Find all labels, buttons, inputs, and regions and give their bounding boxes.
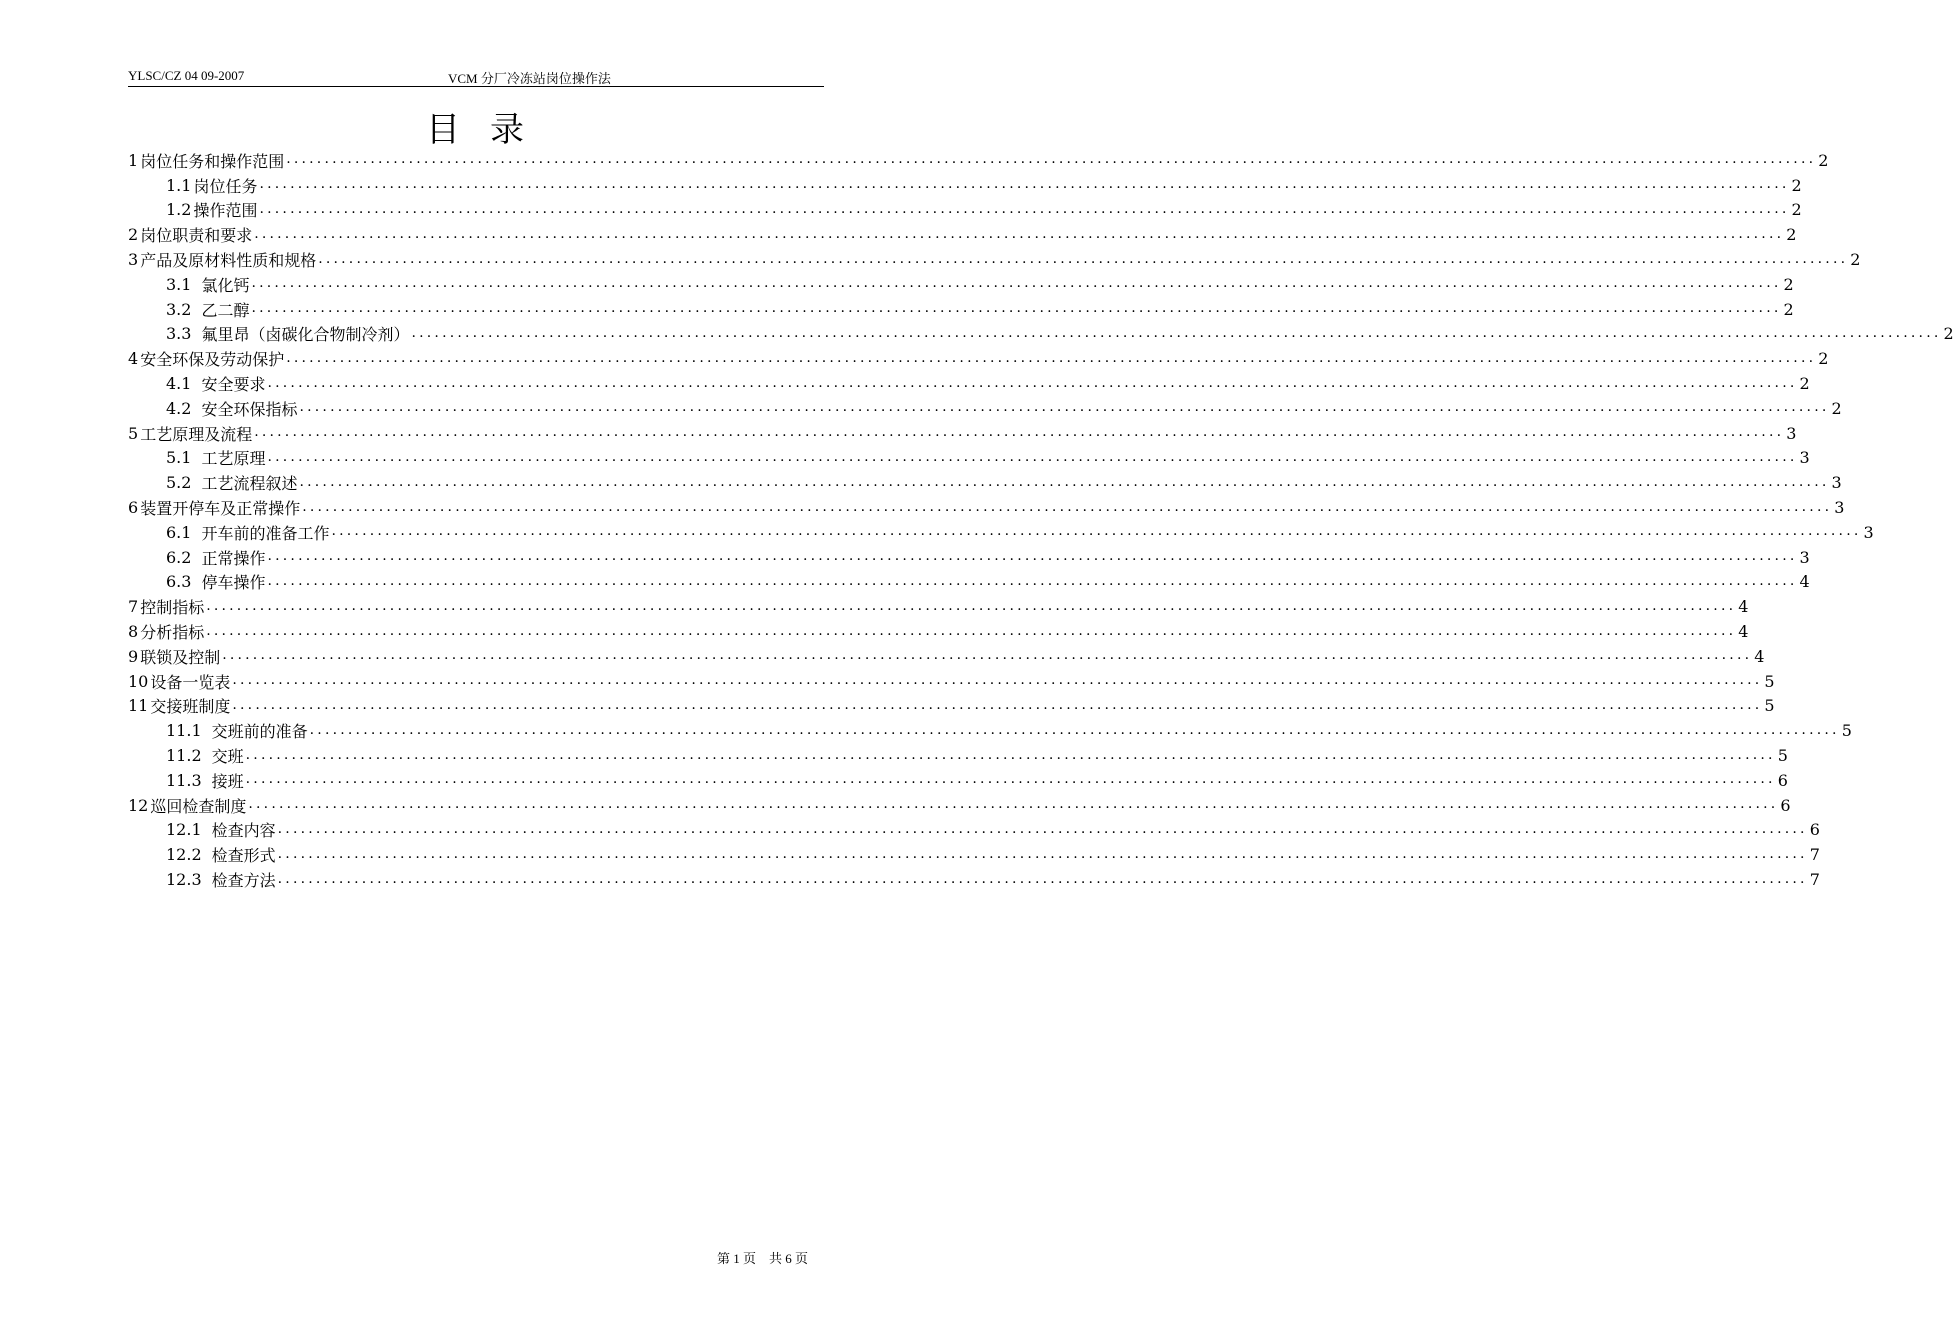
toc-dot-leader: ........................................................................................................................................................................................................ (277, 870, 1808, 887)
toc-entry[interactable] (128, 545, 1810, 570)
toc-entry-page: 2 (1783, 274, 1794, 294)
toc-entry-label: 工艺原理及流程 (140, 424, 253, 444)
toc-entry-number: 9 (128, 646, 139, 666)
toc-entry-label: 装置开停车及正常操作 (140, 499, 301, 519)
document-code: YLSC/CZ 04 09-2007 (128, 68, 245, 83)
toc-entry-page: 2 (1943, 324, 1954, 344)
toc-entry-label: 开车前的准备工作 (201, 523, 330, 543)
page-footer: 第 1 页 共 6 页 (717, 1251, 809, 1266)
toc-entry-number: 4 (128, 349, 139, 369)
toc-entry-page: 7 (1809, 870, 1820, 889)
toc-entry-number: 5.2 (166, 473, 192, 493)
toc-entry[interactable] (128, 768, 1788, 793)
toc-dot-leader: ........................................................................................................................................................................................................ (232, 696, 1763, 713)
toc-entry-page: 5 (1764, 671, 1775, 691)
toc-entry-label: 安全要求 (201, 375, 266, 395)
toc-dot-leader: ........................................................................................................................................................................................................ (286, 349, 1817, 366)
toc-entry-number: 3.1 (166, 274, 192, 294)
toc-entry-label: 安全环保指标 (201, 399, 298, 419)
toc-dot-leader: ........................................................................................................................................................................................................ (299, 399, 1830, 416)
toc-heading: 目录 (426, 110, 554, 150)
toc-dot-leader: ........................................................................................................................................................................................................ (254, 424, 1785, 441)
toc-entry-page: 3 (1799, 448, 1810, 468)
toc-dot-leader: ........................................................................................................................................................................................................ (267, 548, 1798, 565)
toc-entry-number: 6.2 (166, 547, 192, 567)
toc-entry[interactable] (128, 495, 1845, 520)
toc-entry[interactable] (128, 222, 1797, 247)
toc-entry-number: 5.1 (166, 448, 192, 468)
toc-dot-leader: ........................................................................................................................................................................................................ (206, 597, 1737, 614)
toc-entry-number: 3.3 (166, 324, 192, 344)
toc-entry-label: 工艺原理 (201, 449, 266, 469)
toc-dot-leader: ........................................................................................................................................................................................................ (259, 200, 1790, 217)
toc-entry-number: 4.1 (166, 374, 192, 394)
toc-entry-page: 4 (1738, 597, 1749, 617)
toc-entry-number: 3 (128, 250, 139, 270)
toc-dot-leader: ........................................................................................................................................................................................................ (254, 225, 1785, 242)
toc-entry-label: 操作范围 (193, 201, 258, 221)
toc-entry-number: 12.1 (166, 820, 202, 840)
toc-entry-number: 12 (128, 795, 149, 815)
toc-entry-label: 设备一览表 (150, 672, 231, 692)
toc-entry[interactable] (128, 694, 1775, 719)
toc-entry-page: 2 (1786, 225, 1797, 245)
toc-entry-label: 岗位任务 (193, 176, 258, 196)
toc-dot-leader: ........................................................................................................................................................................................................ (248, 796, 1779, 813)
toc-entry[interactable] (128, 421, 1797, 446)
toc-entry-label: 氟里昂（卤碳化合物制冷剂） (201, 325, 410, 345)
toc-entry[interactable] (128, 718, 1852, 743)
toc-entry-page: 3 (1863, 522, 1874, 542)
toc-entry-page: 2 (1799, 374, 1810, 394)
toc-entry-number: 7 (128, 597, 139, 617)
toc-entry[interactable] (128, 570, 1810, 595)
toc-entry-page: 2 (1783, 299, 1794, 319)
toc-entry-number: 6.1 (166, 522, 192, 542)
toc-entry-label: 接班 (211, 771, 244, 791)
toc-dot-leader: ........................................................................................................................................................................................................ (267, 448, 1798, 465)
toc-entry-page: 2 (1831, 398, 1842, 418)
table-of-contents (128, 148, 1954, 892)
toc-entry-page: 4 (1754, 646, 1765, 666)
toc-entry-number: 11.2 (166, 746, 202, 766)
toc-entry-label: 检查内容 (211, 821, 276, 841)
toc-entry-number: 8 (128, 622, 139, 642)
toc-entry[interactable] (128, 198, 1802, 223)
toc-dot-leader: ........................................................................................................................................................................................................ (232, 672, 1763, 689)
toc-entry-number: 12.3 (166, 870, 202, 889)
toc-entry-page: 6 (1780, 795, 1791, 815)
toc-entry-page: 4 (1799, 572, 1810, 592)
toc-dot-leader: ........................................................................................................................................................................................................ (251, 300, 1782, 317)
toc-entry-label: 分析指标 (140, 623, 205, 643)
toc-entry[interactable] (128, 148, 1829, 173)
toc-entry-label: 交接班制度 (150, 697, 231, 717)
toc-entry-label: 控制指标 (140, 598, 205, 618)
toc-entry-page: 3 (1834, 498, 1845, 518)
toc-dot-leader: ........................................................................................................................................................................................................ (299, 473, 1830, 490)
toc-entry[interactable] (128, 644, 1765, 669)
toc-entry-number: 1 (128, 150, 139, 170)
toc-entry[interactable] (128, 594, 1749, 619)
toc-entry-number: 6 (128, 498, 139, 518)
toc-entry-number: 11 (128, 696, 149, 716)
toc-dot-leader: ........................................................................................................................................................................................................ (286, 151, 1817, 168)
toc-entry-page: 5 (1841, 721, 1852, 741)
toc-entry-page: 5 (1764, 696, 1775, 716)
toc-entry-page: 6 (1809, 820, 1820, 840)
toc-entry-label: 岗位任务和操作范围 (140, 151, 285, 171)
toc-entry-page: 6 (1777, 770, 1788, 790)
toc-dot-leader: ........................................................................................................................................................................................................ (245, 771, 1776, 788)
toc-dot-leader: ........................................................................................................................................................................................................ (245, 746, 1776, 763)
toc-entry-page: 3 (1786, 423, 1797, 443)
toc-entry-label: 正常操作 (201, 548, 266, 568)
toc-entry[interactable] (128, 867, 1820, 892)
toc-entry[interactable] (128, 470, 1842, 495)
toc-entry[interactable] (128, 297, 1794, 322)
toc-entry[interactable] (128, 619, 1749, 644)
toc-entry-number: 3.2 (166, 299, 192, 319)
toc-entry[interactable] (128, 446, 1810, 471)
toc-entry[interactable] (128, 322, 1954, 347)
toc-entry-number: 4.2 (166, 398, 192, 418)
toc-dot-leader: ........................................................................................................................................................................................................ (331, 523, 1862, 540)
toc-entry-number: 6.3 (166, 572, 192, 592)
page-header (128, 66, 824, 87)
toc-dot-leader: ........................................................................................................................................................................................................ (302, 498, 1833, 515)
toc-entry[interactable] (128, 520, 1874, 545)
toc-dot-leader: ........................................................................................................................................................................................................ (267, 374, 1798, 391)
toc-entry-page: 5 (1777, 746, 1788, 766)
toc-entry-label: 产品及原材料性质和规格 (140, 251, 317, 271)
toc-entry-number: 1.1 (166, 175, 192, 195)
toc-entry[interactable] (128, 396, 1842, 421)
toc-dot-leader: ........................................................................................................................................................................................................ (277, 845, 1808, 862)
toc-dot-leader: ........................................................................................................................................................................................................ (259, 176, 1790, 193)
toc-entry-label: 交班前的准备 (211, 722, 308, 742)
toc-dot-leader: ........................................................................................................................................................................................................ (222, 647, 1753, 664)
toc-entry-label: 氯化钙 (201, 275, 250, 295)
toc-entry[interactable] (128, 743, 1788, 768)
toc-entry-label: 工艺流程叙述 (201, 474, 298, 494)
toc-dot-leader: ........................................................................................................................................................................................................ (277, 820, 1808, 837)
toc-entry[interactable] (128, 346, 1829, 371)
toc-entry-page: 4 (1738, 622, 1749, 642)
toc-entry-number: 5 (128, 423, 139, 443)
toc-entry-number: 2 (128, 225, 139, 245)
toc-entry[interactable] (128, 842, 1820, 867)
toc-entry[interactable] (128, 818, 1820, 843)
toc-entry-page: 3 (1831, 473, 1842, 493)
toc-entry[interactable] (128, 793, 1791, 818)
toc-entry-page: 7 (1809, 845, 1820, 865)
toc-entry-label: 停车操作 (201, 573, 266, 593)
toc-entry-label: 安全环保及劳动保护 (140, 350, 285, 370)
toc-entry[interactable] (128, 173, 1802, 198)
toc-entry-number: 1.2 (166, 200, 192, 220)
toc-dot-leader: ........................................................................................................................................................................................................ (206, 622, 1737, 639)
toc-entry-page: 3 (1799, 547, 1810, 567)
toc-dot-leader: ........................................................................................................................................................................................................ (309, 721, 1840, 738)
toc-entry[interactable] (128, 247, 1861, 272)
toc-entry-label: 巡回检查制度 (150, 796, 247, 816)
toc-entry-number: 11.1 (166, 721, 202, 741)
toc-entry[interactable] (128, 272, 1794, 297)
toc-entry-page: 2 (1818, 150, 1829, 170)
toc-entry-label: 检查形式 (211, 846, 276, 866)
toc-entry-label: 岗位职责和要求 (140, 226, 253, 246)
toc-dot-leader: ........................................................................................................................................................................................................ (318, 250, 1849, 267)
toc-entry-number: 12.2 (166, 845, 202, 865)
toc-dot-leader: ........................................................................................................................................................................................................ (267, 572, 1798, 589)
document-title: VCM 分厂冷冻站岗位操作法 (448, 71, 611, 86)
toc-entry-label: 交班 (211, 747, 244, 767)
toc-dot-leader: ........................................................................................................................................................................................................ (251, 275, 1782, 292)
toc-entry-label: 联锁及控制 (140, 647, 221, 667)
toc-entry-number: 10 (128, 671, 149, 691)
toc-entry-page: 2 (1791, 200, 1802, 220)
toc-entry[interactable] (128, 371, 1810, 396)
toc-entry-page: 2 (1818, 349, 1829, 369)
toc-dot-leader: ........................................................................................................................................................................................................ (411, 324, 1942, 341)
toc-entry[interactable] (128, 669, 1775, 694)
toc-entry-page: 2 (1791, 175, 1802, 195)
toc-entry-label: 检查方法 (211, 871, 276, 890)
toc-entry-label: 乙二醇 (201, 300, 250, 320)
toc-entry-page: 2 (1850, 250, 1861, 270)
toc-entry-number: 11.3 (166, 770, 202, 790)
